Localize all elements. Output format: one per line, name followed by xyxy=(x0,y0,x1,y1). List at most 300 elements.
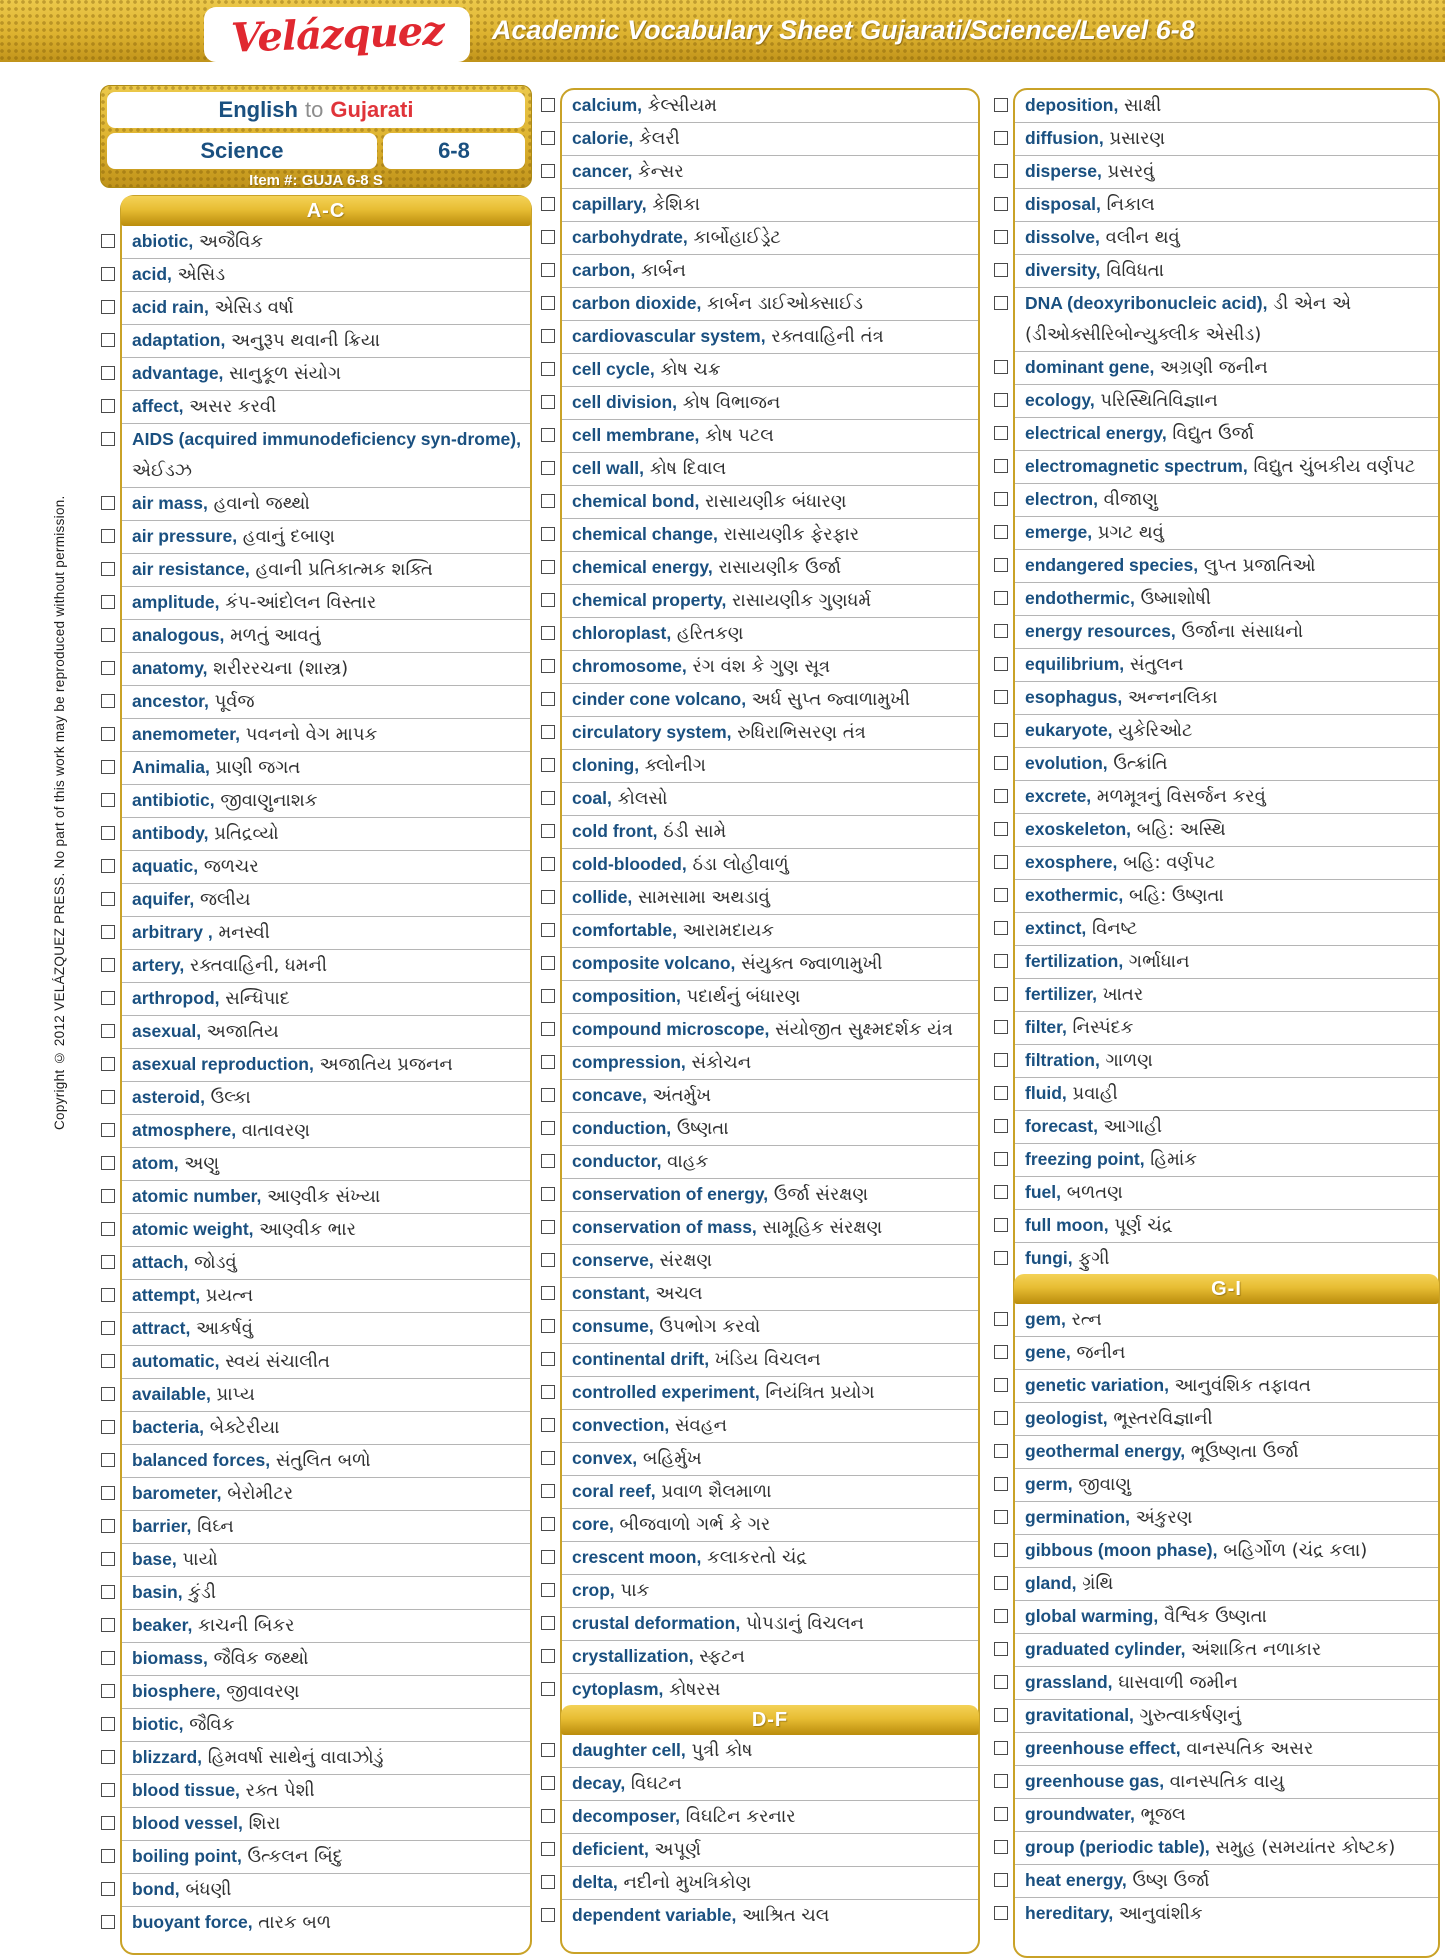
vocab-term: geologist, xyxy=(1025,1408,1108,1428)
term-checkbox[interactable] xyxy=(994,459,1008,473)
vocab-row xyxy=(122,1807,530,1840)
vocab-translation: જીવાણુ xyxy=(1072,1474,1132,1495)
term-checkbox[interactable] xyxy=(994,1873,1008,1887)
term-checkbox[interactable] xyxy=(994,987,1008,1001)
vocab-translation: આનુવંશિક તફાવત xyxy=(1168,1375,1311,1396)
vocab-row xyxy=(1015,1077,1438,1110)
vocab-row xyxy=(1015,450,1438,483)
term-checkbox[interactable] xyxy=(994,1185,1008,1199)
vocab-translation: આકર્ષવું xyxy=(190,1318,253,1339)
term-checkbox[interactable] xyxy=(994,1312,1008,1326)
vocab-translation: આગાહી xyxy=(1097,1116,1163,1137)
term-checkbox[interactable] xyxy=(541,1253,555,1267)
vocab-translation: ગાળણ xyxy=(1099,1050,1153,1071)
term-checkbox[interactable] xyxy=(541,527,555,541)
term-checkbox[interactable] xyxy=(101,300,115,314)
vocab-translation: સામૂહિક સંરક્ષણ xyxy=(756,1217,883,1238)
vocab-term: cytoplasm, xyxy=(572,1679,664,1699)
term-checkbox[interactable] xyxy=(101,1552,115,1566)
vocab-translation: કોષ ચક્ર xyxy=(654,359,721,380)
term-checkbox[interactable] xyxy=(541,1743,555,1757)
vocab-row xyxy=(122,1444,530,1477)
vocab-row xyxy=(1015,1534,1438,1567)
vocab-translation: ફુગી xyxy=(1072,1248,1110,1269)
vocab-row xyxy=(122,1576,530,1609)
term-checkbox[interactable] xyxy=(994,1675,1008,1689)
vocab-translation: ભૂસ્તરવિજ્ઞાની xyxy=(1107,1408,1213,1429)
term-checkbox[interactable] xyxy=(994,230,1008,244)
term-checkbox[interactable] xyxy=(994,98,1008,112)
vocab-term: equilibrium, xyxy=(1025,654,1125,674)
term-checkbox[interactable] xyxy=(101,1783,115,1797)
vocab-translation: બહિર્ગોળ (ચંદ્ર કલા) xyxy=(1217,1540,1368,1561)
vocab-row xyxy=(1015,1435,1438,1468)
term-checkbox[interactable] xyxy=(541,1286,555,1300)
term-checkbox[interactable] xyxy=(541,626,555,640)
vocab-translation: મનસ્વી xyxy=(212,922,270,943)
term-checkbox[interactable] xyxy=(101,1486,115,1500)
term-checkbox[interactable] xyxy=(541,197,555,211)
term-checkbox[interactable] xyxy=(101,1519,115,1533)
vocab-row xyxy=(562,1079,978,1112)
vocab-row xyxy=(1015,1402,1438,1435)
term-checkbox[interactable] xyxy=(541,230,555,244)
vocab-translation: બીજવાળો ગર્ભ કે ગર xyxy=(613,1514,771,1535)
vocab-row xyxy=(562,1343,978,1376)
vocab-row xyxy=(122,751,530,784)
vocab-translation: જનીન xyxy=(1070,1342,1126,1363)
term-checkbox[interactable] xyxy=(101,529,115,543)
vocab-translation: વિવિધતા xyxy=(1100,260,1164,281)
term-checkbox[interactable] xyxy=(101,1684,115,1698)
term-checkbox[interactable] xyxy=(101,1387,115,1401)
vocab-term: chemical bond, xyxy=(572,491,700,511)
term-checkbox[interactable] xyxy=(541,692,555,706)
term-checkbox[interactable] xyxy=(994,164,1008,178)
term-checkbox[interactable] xyxy=(994,1543,1008,1557)
vocab-translation: લુપ્ત પ્રજાતિઓ xyxy=(1198,555,1316,576)
term-checkbox[interactable] xyxy=(101,793,115,807)
vocab-translation: ઉપભોગ કરવો xyxy=(653,1316,761,1337)
vocab-translation: હિમવર્ષા સાથેનું વાવાઝોડું xyxy=(202,1747,384,1768)
term-checkbox[interactable] xyxy=(541,1187,555,1201)
term-checkbox[interactable] xyxy=(541,362,555,376)
term-checkbox[interactable] xyxy=(541,1121,555,1135)
item-number-value: GUJA 6-8 S xyxy=(301,172,383,189)
vocab-row xyxy=(1015,90,1438,122)
term-checkbox[interactable] xyxy=(541,659,555,673)
term-checkbox[interactable] xyxy=(101,1453,115,1467)
term-checkbox[interactable] xyxy=(101,1156,115,1170)
vocab-row xyxy=(122,553,530,586)
vocab-term: endothermic, xyxy=(1025,588,1135,608)
vocab-rows-group xyxy=(562,1735,978,1932)
vocab-row xyxy=(122,916,530,949)
term-checkbox[interactable] xyxy=(541,428,555,442)
term-checkbox[interactable] xyxy=(994,1741,1008,1755)
vocab-translation: હવાનું દબાણ xyxy=(237,526,335,547)
vocab-row xyxy=(562,1607,978,1640)
term-checkbox[interactable] xyxy=(541,1875,555,1889)
vocab-row xyxy=(562,584,978,617)
term-checkbox[interactable] xyxy=(541,1908,555,1922)
vocab-row xyxy=(562,1112,978,1145)
term-checkbox[interactable] xyxy=(101,333,115,347)
vocab-row xyxy=(122,718,530,751)
term-checkbox[interactable] xyxy=(541,758,555,772)
vocab-term: cell wall, xyxy=(572,458,644,478)
term-checkbox[interactable] xyxy=(541,791,555,805)
vocab-term: controlled experiment, xyxy=(572,1382,760,1402)
vocab-row xyxy=(1015,384,1438,417)
term-checkbox[interactable] xyxy=(101,892,115,906)
term-checkbox[interactable] xyxy=(994,1906,1008,1920)
term-checkbox[interactable] xyxy=(101,925,115,939)
term-checkbox[interactable] xyxy=(101,1585,115,1599)
vocab-term: atomic number, xyxy=(132,1186,262,1206)
to-word: to xyxy=(304,97,324,122)
term-checkbox[interactable] xyxy=(541,131,555,145)
vocab-term: beaker, xyxy=(132,1615,193,1635)
term-checkbox[interactable] xyxy=(541,98,555,112)
term-checkbox[interactable] xyxy=(541,1616,555,1630)
term-checkbox[interactable] xyxy=(541,1682,555,1696)
term-checkbox[interactable] xyxy=(101,727,115,741)
vocab-translation: અજાતિય પ્રજનન xyxy=(313,1054,453,1075)
term-checkbox[interactable] xyxy=(101,760,115,774)
term-checkbox[interactable] xyxy=(101,496,115,510)
vocab-translation: હિમાંક xyxy=(1144,1149,1197,1170)
vocab-translation: હરિતકણ xyxy=(671,623,744,644)
term-checkbox[interactable] xyxy=(994,1609,1008,1623)
vocab-term: exoskeleton, xyxy=(1025,819,1132,839)
term-checkbox[interactable] xyxy=(994,1840,1008,1854)
term-checkbox[interactable] xyxy=(101,1354,115,1368)
term-checkbox[interactable] xyxy=(541,923,555,937)
vocab-term: fluid, xyxy=(1025,1083,1067,1103)
term-checkbox[interactable] xyxy=(101,1288,115,1302)
term-checkbox[interactable] xyxy=(541,164,555,178)
vocab-translation: ઉલ્કા xyxy=(204,1087,251,1108)
term-checkbox[interactable] xyxy=(541,1809,555,1823)
language-from: English xyxy=(218,97,298,122)
term-checkbox[interactable] xyxy=(101,1882,115,1896)
vocab-row xyxy=(1015,615,1438,648)
vocab-term: aquatic, xyxy=(132,856,199,876)
vocab-term: asteroid, xyxy=(132,1087,205,1107)
term-checkbox[interactable] xyxy=(994,1218,1008,1232)
term-checkbox[interactable] xyxy=(101,1651,115,1665)
term-checkbox[interactable] xyxy=(994,197,1008,211)
vocab-translation: અજાતિય xyxy=(201,1021,279,1042)
vocab-row xyxy=(1015,254,1438,287)
vocab-row xyxy=(122,1411,530,1444)
vocab-term: antibiotic, xyxy=(132,790,215,810)
term-checkbox[interactable] xyxy=(541,329,555,343)
term-checkbox[interactable] xyxy=(101,399,115,413)
vocab-row xyxy=(562,1211,978,1244)
vocab-row xyxy=(562,1574,978,1607)
term-checkbox[interactable] xyxy=(101,1090,115,1104)
term-checkbox[interactable] xyxy=(101,1717,115,1731)
term-checkbox[interactable] xyxy=(101,267,115,281)
term-checkbox[interactable] xyxy=(994,1411,1008,1425)
term-checkbox[interactable] xyxy=(541,1550,555,1564)
term-checkbox[interactable] xyxy=(994,954,1008,968)
term-checkbox[interactable] xyxy=(101,432,115,446)
term-checkbox[interactable] xyxy=(994,1020,1008,1034)
vocab-translation: રાસાયણીક ગુણધર્મ xyxy=(726,590,872,611)
term-checkbox[interactable] xyxy=(994,690,1008,704)
vocab-row xyxy=(1015,912,1438,945)
vocab-row xyxy=(122,423,530,487)
vocab-row xyxy=(122,1312,530,1345)
vocab-term: carbon, xyxy=(572,260,636,280)
term-checkbox[interactable] xyxy=(994,426,1008,440)
vocab-term: atmosphere, xyxy=(132,1120,237,1140)
vocab-row xyxy=(1015,188,1438,221)
vocab-term: decay, xyxy=(572,1773,626,1793)
term-checkbox[interactable] xyxy=(541,1517,555,1531)
vocab-term: analogous, xyxy=(132,625,225,645)
vocab-term: comfortable, xyxy=(572,920,678,940)
term-checkbox[interactable] xyxy=(101,958,115,972)
term-checkbox[interactable] xyxy=(994,1510,1008,1524)
term-checkbox[interactable] xyxy=(541,1451,555,1465)
vocab-translation: એઈડઝ xyxy=(132,460,192,481)
term-checkbox[interactable] xyxy=(994,624,1008,638)
vocab-rows-group xyxy=(122,226,530,1939)
vocab-translation: અજૈવિક xyxy=(193,231,263,252)
term-checkbox[interactable] xyxy=(541,395,555,409)
vocab-translation: અનુરૂપ થવાની ક્રિયા xyxy=(225,330,381,351)
term-checkbox[interactable] xyxy=(541,956,555,970)
vocab-term: chromosome, xyxy=(572,656,687,676)
term-checkbox[interactable] xyxy=(541,725,555,739)
vocab-term: disposal, xyxy=(1025,194,1101,214)
vocab-translation: કેન્સર xyxy=(632,161,684,182)
term-checkbox[interactable] xyxy=(101,1057,115,1071)
vocab-term: eukaryote, xyxy=(1025,720,1113,740)
term-checkbox[interactable] xyxy=(541,1776,555,1790)
vocab-translation: સંયોજીત સુક્ષ્મદર્શક યંત્ર xyxy=(769,1019,953,1040)
term-checkbox[interactable] xyxy=(994,789,1008,803)
term-checkbox[interactable] xyxy=(994,822,1008,836)
term-checkbox[interactable] xyxy=(994,525,1008,539)
term-checkbox[interactable] xyxy=(541,1055,555,1069)
term-checkbox[interactable] xyxy=(541,857,555,871)
vocab-term: arbitrary , xyxy=(132,922,213,942)
vocab-row xyxy=(1015,582,1438,615)
vocab-row xyxy=(122,487,530,520)
term-checkbox[interactable] xyxy=(541,1022,555,1036)
term-checkbox[interactable] xyxy=(541,1319,555,1333)
term-checkbox[interactable] xyxy=(994,657,1008,671)
vocab-translation: બહિ: ઉષ્ણતા xyxy=(1123,885,1224,906)
vocab-translation: અસર કરવી xyxy=(183,396,277,417)
vocab-row xyxy=(562,1767,978,1800)
velazquez-logo: Velázquez xyxy=(229,7,445,62)
term-checkbox[interactable] xyxy=(101,1123,115,1137)
vocab-term: genetic variation, xyxy=(1025,1375,1169,1395)
vocab-row xyxy=(122,1048,530,1081)
vocab-term: convex, xyxy=(572,1448,638,1468)
term-checkbox[interactable] xyxy=(994,1053,1008,1067)
vocab-translation: જૈવિક xyxy=(183,1714,235,1735)
term-checkbox[interactable] xyxy=(541,593,555,607)
vocab-term: chemical property, xyxy=(572,590,727,610)
vocab-row xyxy=(562,980,978,1013)
term-checkbox[interactable] xyxy=(541,824,555,838)
term-checkbox[interactable] xyxy=(541,263,555,277)
vocab-row xyxy=(122,1279,530,1312)
term-checkbox[interactable] xyxy=(101,562,115,576)
term-checkbox[interactable] xyxy=(541,1418,555,1432)
vocab-row xyxy=(122,1906,530,1939)
term-checkbox[interactable] xyxy=(101,1189,115,1203)
vocab-column-3 xyxy=(993,88,1440,1958)
vocab-row xyxy=(562,254,978,287)
vocab-term: gene, xyxy=(1025,1342,1071,1362)
vocab-row xyxy=(1015,780,1438,813)
term-checkbox[interactable] xyxy=(541,989,555,1003)
term-checkbox[interactable] xyxy=(994,1642,1008,1656)
term-checkbox[interactable] xyxy=(994,558,1008,572)
term-checkbox[interactable] xyxy=(101,661,115,675)
vocab-term: blizzard, xyxy=(132,1747,203,1767)
term-checkbox[interactable] xyxy=(541,494,555,508)
term-checkbox[interactable] xyxy=(101,694,115,708)
term-checkbox[interactable] xyxy=(994,393,1008,407)
term-checkbox[interactable] xyxy=(994,1119,1008,1133)
term-checkbox[interactable] xyxy=(994,296,1008,310)
vocab-translation: પ્રાપ્ય xyxy=(210,1384,255,1405)
vocab-row xyxy=(1015,879,1438,912)
term-checkbox[interactable] xyxy=(994,1477,1008,1491)
vocab-term: crescent moon, xyxy=(572,1547,702,1567)
term-checkbox[interactable] xyxy=(101,1420,115,1434)
term-checkbox[interactable] xyxy=(101,1255,115,1269)
term-checkbox[interactable] xyxy=(994,131,1008,145)
term-checkbox[interactable] xyxy=(541,1154,555,1168)
vocab-row xyxy=(562,1244,978,1277)
item-number xyxy=(107,172,525,189)
term-checkbox[interactable] xyxy=(994,756,1008,770)
term-checkbox[interactable] xyxy=(994,888,1008,902)
term-checkbox[interactable] xyxy=(994,1345,1008,1359)
term-checkbox[interactable] xyxy=(101,1321,115,1335)
term-checkbox[interactable] xyxy=(101,1618,115,1632)
term-checkbox[interactable] xyxy=(541,1583,555,1597)
term-checkbox[interactable] xyxy=(541,1842,555,1856)
term-checkbox[interactable] xyxy=(994,1708,1008,1722)
term-checkbox[interactable] xyxy=(101,1024,115,1038)
term-checkbox[interactable] xyxy=(994,723,1008,737)
term-checkbox[interactable] xyxy=(541,890,555,904)
term-checkbox[interactable] xyxy=(101,595,115,609)
vocab-row xyxy=(562,1541,978,1574)
term-checkbox[interactable] xyxy=(994,263,1008,277)
term-checkbox[interactable] xyxy=(994,1086,1008,1100)
vocab-term: fertilizer, xyxy=(1025,984,1097,1004)
term-checkbox[interactable] xyxy=(994,1444,1008,1458)
vocab-translation: ઉર્જાના સંસાધનો xyxy=(1175,621,1304,642)
term-checkbox[interactable] xyxy=(101,991,115,1005)
term-checkbox[interactable] xyxy=(994,1774,1008,1788)
vocab-row xyxy=(122,1675,530,1708)
term-checkbox[interactable] xyxy=(101,826,115,840)
vocab-term: attract, xyxy=(132,1318,191,1338)
term-checkbox[interactable] xyxy=(101,1222,115,1236)
vocab-term: cardiovascular system, xyxy=(572,326,766,346)
term-checkbox[interactable] xyxy=(994,492,1008,506)
term-checkbox[interactable] xyxy=(541,1484,555,1498)
vocab-row xyxy=(122,390,530,423)
vocab-translation: જળચર xyxy=(198,856,259,877)
term-checkbox[interactable] xyxy=(101,1816,115,1830)
vocab-translation: સંતુલન xyxy=(1124,654,1184,675)
vocab-row xyxy=(562,287,978,320)
term-checkbox[interactable] xyxy=(994,1378,1008,1392)
vocab-row xyxy=(1015,287,1438,351)
term-checkbox[interactable] xyxy=(541,1088,555,1102)
term-checkbox[interactable] xyxy=(994,1807,1008,1821)
term-checkbox[interactable] xyxy=(994,1251,1008,1265)
section-header-a-c: A-C xyxy=(121,196,531,226)
term-checkbox[interactable] xyxy=(101,234,115,248)
term-checkbox[interactable] xyxy=(994,921,1008,935)
term-checkbox[interactable] xyxy=(541,1220,555,1234)
term-checkbox[interactable] xyxy=(541,560,555,574)
term-checkbox[interactable] xyxy=(994,855,1008,869)
term-checkbox[interactable] xyxy=(101,1915,115,1929)
vocab-row xyxy=(1015,714,1438,747)
term-checkbox[interactable] xyxy=(994,360,1008,374)
vocab-term: crustal deformation, xyxy=(572,1613,741,1633)
vocab-translation: ઉર્જા સંરક્ષણ xyxy=(768,1184,869,1205)
term-checkbox[interactable] xyxy=(541,461,555,475)
vocab-translation: કોલસો xyxy=(611,788,668,809)
term-checkbox[interactable] xyxy=(541,1385,555,1399)
term-checkbox[interactable] xyxy=(541,296,555,310)
term-checkbox[interactable] xyxy=(101,366,115,380)
vocab-translation: આશ્રિત ચલ xyxy=(736,1905,830,1926)
copyright-notice: Copyright © 2012 VELÁZQUEZ PRESS. No part of this work may be reproduced without permission. xyxy=(52,495,67,1130)
vocab-translation: રાસાયણીક બંધારણ xyxy=(699,491,847,512)
vocab-row xyxy=(562,1475,978,1508)
vocab-translation: શિરા xyxy=(242,1813,281,1834)
term-checkbox[interactable] xyxy=(101,1750,115,1764)
term-checkbox[interactable] xyxy=(541,1352,555,1366)
vocab-row xyxy=(562,1800,978,1833)
term-checkbox[interactable] xyxy=(101,859,115,873)
term-checkbox[interactable] xyxy=(101,628,115,642)
term-checkbox[interactable] xyxy=(994,591,1008,605)
section-header-g-i: G-I xyxy=(1014,1274,1439,1304)
term-checkbox[interactable] xyxy=(994,1576,1008,1590)
vocab-row xyxy=(122,520,530,553)
vocab-term: delta, xyxy=(572,1872,618,1892)
vocab-row xyxy=(1015,1765,1438,1798)
term-checkbox[interactable] xyxy=(994,1152,1008,1166)
vocab-translation: ઠંડા લોહીવાળું xyxy=(686,854,789,875)
vocab-term: bacteria, xyxy=(132,1417,204,1437)
vocab-row xyxy=(562,1178,978,1211)
term-checkbox[interactable] xyxy=(101,1849,115,1863)
vocab-row xyxy=(562,1735,978,1767)
term-checkbox[interactable] xyxy=(541,1649,555,1663)
vocab-translation: ઉષ્ણતા xyxy=(671,1118,729,1139)
